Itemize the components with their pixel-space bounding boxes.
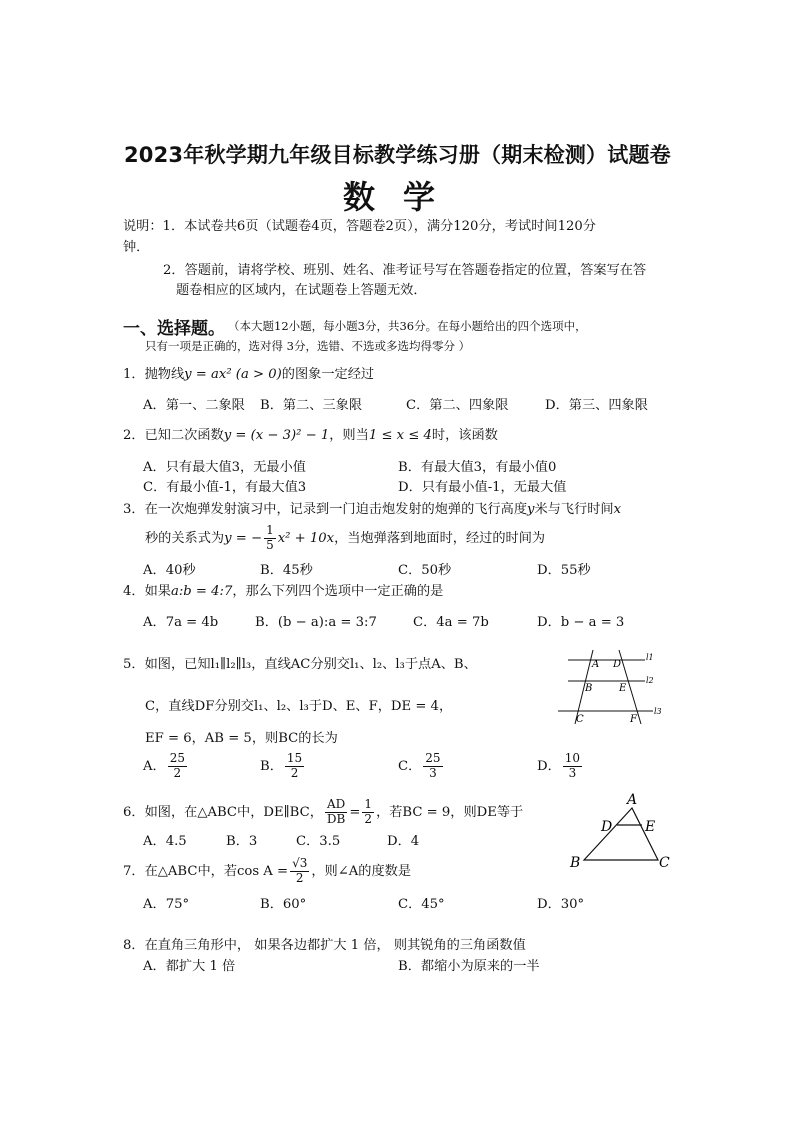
fraction-denominator: 2 xyxy=(173,765,182,780)
question-3-fraction xyxy=(264,524,276,553)
q3-option-c: C．50秒 xyxy=(398,563,452,578)
label-b: B xyxy=(585,683,593,694)
fraction-denominator: 2 xyxy=(364,811,373,826)
q1-option-c: C．第二、四象限 xyxy=(406,398,509,413)
q1-option-b: B．第二、三象限 xyxy=(260,398,363,413)
question-3-formula-lhs: y = − xyxy=(224,530,263,546)
q5-option-d xyxy=(537,752,584,781)
question-1-suffix: 的图象一定经过 xyxy=(281,367,375,382)
question-4-formula: a:b = 4:7 xyxy=(170,584,233,599)
instruction-line-1-cont: 钟． xyxy=(123,240,150,255)
fraction-numerator: AD xyxy=(326,797,346,811)
q5-option-a-fraction xyxy=(168,752,187,781)
fraction-denominator: 2 xyxy=(295,870,304,885)
q5-option-c-label: C． xyxy=(398,758,422,774)
label-c: C xyxy=(659,855,670,871)
q6-option-a: A．4.5 xyxy=(143,834,187,849)
label-e: E xyxy=(645,819,656,835)
question-2-prefix: 2．已知二次函数 xyxy=(123,428,224,443)
q7-option-c: C．45° xyxy=(398,897,445,912)
q5-option-b-label: B． xyxy=(260,758,283,774)
q4-option-b: B．(b − a):a = 3:7 xyxy=(255,615,377,630)
question-7-suffix: ，则∠A的度数是 xyxy=(311,863,412,879)
q5-parallel-lines-figure xyxy=(555,648,670,726)
question-5-line-2: C，直线DF分别交l₁、l₂、l₃于D、E、F，DE = 4， xyxy=(145,699,453,714)
fraction-numerator: 25 xyxy=(169,751,185,765)
q3-option-d: D．55秒 xyxy=(537,563,591,578)
subject-heading: 数学 xyxy=(343,178,464,216)
question-6-equals: = xyxy=(349,804,361,820)
label-d: D xyxy=(613,659,622,670)
fraction-denominator: DB xyxy=(326,811,346,826)
fraction-numerator: √3 xyxy=(292,856,308,870)
question-2-range: 1 ≤ x ≤ 4 xyxy=(368,428,432,443)
question-3-line-1 xyxy=(123,503,621,516)
question-5-line-1: 5．如图，已知l₁∥l₂∥l₃，直线AC分别交l₁、l₂、l₃于点A、B、 xyxy=(123,657,477,672)
q1-option-a: A．第一、二象限 xyxy=(143,398,245,413)
exam-title: 2023年秋学期九年级目标教学练习册（期末检测）试题卷 xyxy=(124,143,671,167)
question-7-fraction xyxy=(290,857,309,886)
question-7 xyxy=(123,857,411,886)
q8-option-a: A．都扩大 1 倍 xyxy=(143,959,236,974)
label-f: F xyxy=(630,714,637,725)
question-8: 8．在直角三角形中， 如果各边都扩大 1 倍， 则其锐角的三角函数值 xyxy=(123,938,526,953)
instruction-line-2: 2．答题前，请将学校、班别、姓名、准考证号写在答题卷指定的位置，答案写在答 xyxy=(163,263,647,278)
question-6-prefix: 6．如图，在△ABC中，DE∥BC， xyxy=(123,804,323,820)
instruction-line-1: 说明：1．本试卷共6页（试题卷4页，答题卷2页），满分120分，考试时间120分 xyxy=(123,219,596,234)
q7-option-a: A．75° xyxy=(143,897,190,912)
section-heading: 一、选择题。 xyxy=(123,319,225,339)
q6-option-d: D．4 xyxy=(387,834,420,849)
q1-option-d: D．第三、四象限 xyxy=(545,398,648,413)
question-3-line2-prefix: 秒的关系式为 xyxy=(145,530,225,546)
q2-option-c: C．有最小值-1，有最大值3 xyxy=(143,480,307,495)
fraction-numerator: 10 xyxy=(564,751,581,765)
fraction-denominator: 3 xyxy=(568,765,577,780)
q3-option-b: B．45秒 xyxy=(260,563,313,578)
q2-option-a: A．只有最大值3，无最小值 xyxy=(143,460,306,475)
q5-option-c-fraction xyxy=(423,752,442,781)
question-3-text-b: 米与飞行时间 xyxy=(534,502,614,517)
question-2-formula: y = (x − 3)² − 1 xyxy=(223,428,330,443)
label-l2: l2 xyxy=(646,676,654,685)
label-l3: l3 xyxy=(654,707,662,716)
question-2-suffix: 时，该函数 xyxy=(431,428,498,443)
q4-option-d: D．b − a = 3 xyxy=(537,615,625,630)
label-l1: l1 xyxy=(646,653,654,662)
question-1-prefix: 1．抛物线 xyxy=(123,367,185,382)
instruction-line-2-cont: 题卷相应的区域内，在试题卷上答题无效． xyxy=(176,283,427,298)
question-6-fraction-half xyxy=(362,798,374,827)
question-2 xyxy=(123,429,498,442)
question-6-fraction-ad-db xyxy=(325,798,347,827)
q2-option-d: D．只有最小值-1，无最大值 xyxy=(398,480,567,495)
fraction-numerator: 1 xyxy=(364,797,373,811)
q8-option-b: B．都缩小为原来的一半 xyxy=(398,959,540,974)
question-3-line2-suffix: ，当炮弹落到地面时，经过的时间为 xyxy=(334,530,546,546)
q5-option-b-fraction xyxy=(285,752,304,781)
fraction-numerator: 15 xyxy=(286,751,303,765)
q5-option-d-label: D． xyxy=(537,758,561,774)
label-d: D xyxy=(601,819,613,835)
fraction-numerator: 25 xyxy=(425,751,441,765)
question-3-line-2 xyxy=(145,524,545,553)
section-note-1: （本大题12小题，每小题3分，共36分。在每小题给出的四个选项中， xyxy=(228,319,587,333)
question-3-var-x: x xyxy=(613,502,622,517)
q6-triangle-figure xyxy=(566,790,674,872)
q5-option-a xyxy=(143,752,189,781)
q5-option-d-fraction xyxy=(563,752,582,781)
fraction-denominator: 5 xyxy=(266,537,274,552)
q4-option-a: A．7a = 4b xyxy=(143,615,219,630)
question-6 xyxy=(123,798,523,827)
question-3-var-y: y xyxy=(527,502,535,517)
question-5-line-3: EF = 6，AB = 5，则BC的长为 xyxy=(145,731,338,746)
q7-option-b: B．60° xyxy=(260,897,307,912)
label-e: E xyxy=(619,683,627,694)
q3-option-a: A．40秒 xyxy=(143,563,196,578)
q4-option-c: C．4a = 7b xyxy=(413,615,489,630)
q5-option-a-label: A． xyxy=(143,758,166,774)
label-b: B xyxy=(570,855,581,871)
question-1 xyxy=(123,368,374,381)
q5-option-c xyxy=(398,752,445,781)
question-4-suffix: ，那么下列四个选项中一定正确的是 xyxy=(232,584,444,599)
q7-option-d: D．30° xyxy=(537,897,585,912)
question-4-prefix: 4．如果 xyxy=(123,584,171,599)
question-6-suffix: ，若BC = 9，则DE等于 xyxy=(376,804,524,820)
fraction-denominator: 2 xyxy=(290,765,299,780)
question-2-mid: ，则当 xyxy=(329,428,369,443)
label-a: A xyxy=(627,792,638,808)
q6-option-b: B．3 xyxy=(226,834,258,849)
fraction-numerator: 1 xyxy=(266,523,274,537)
fraction-denominator: 3 xyxy=(429,765,437,780)
section-note-2: 只有一项是正确的，选对得 3分，选错、不选或多选均得零分 ） xyxy=(145,339,471,353)
question-7-prefix: 7．在△ABC中，若cos A = xyxy=(123,863,289,879)
q6-option-c: C．3.5 xyxy=(296,834,341,849)
question-3-formula-rhs: x² + 10x xyxy=(277,530,335,546)
question-4 xyxy=(123,585,443,598)
q5-option-b xyxy=(260,752,306,781)
q2-option-b: B．有最大值3，有最小值0 xyxy=(398,460,557,475)
label-a: A xyxy=(592,659,600,670)
question-3-text: 3．在一次炮弹发射演习中，记录到一门迫击炮发射的炮弹的飞行高度 xyxy=(123,502,528,517)
question-1-formula: y = ax² (a > 0) xyxy=(184,367,282,382)
label-c: C xyxy=(576,714,584,725)
